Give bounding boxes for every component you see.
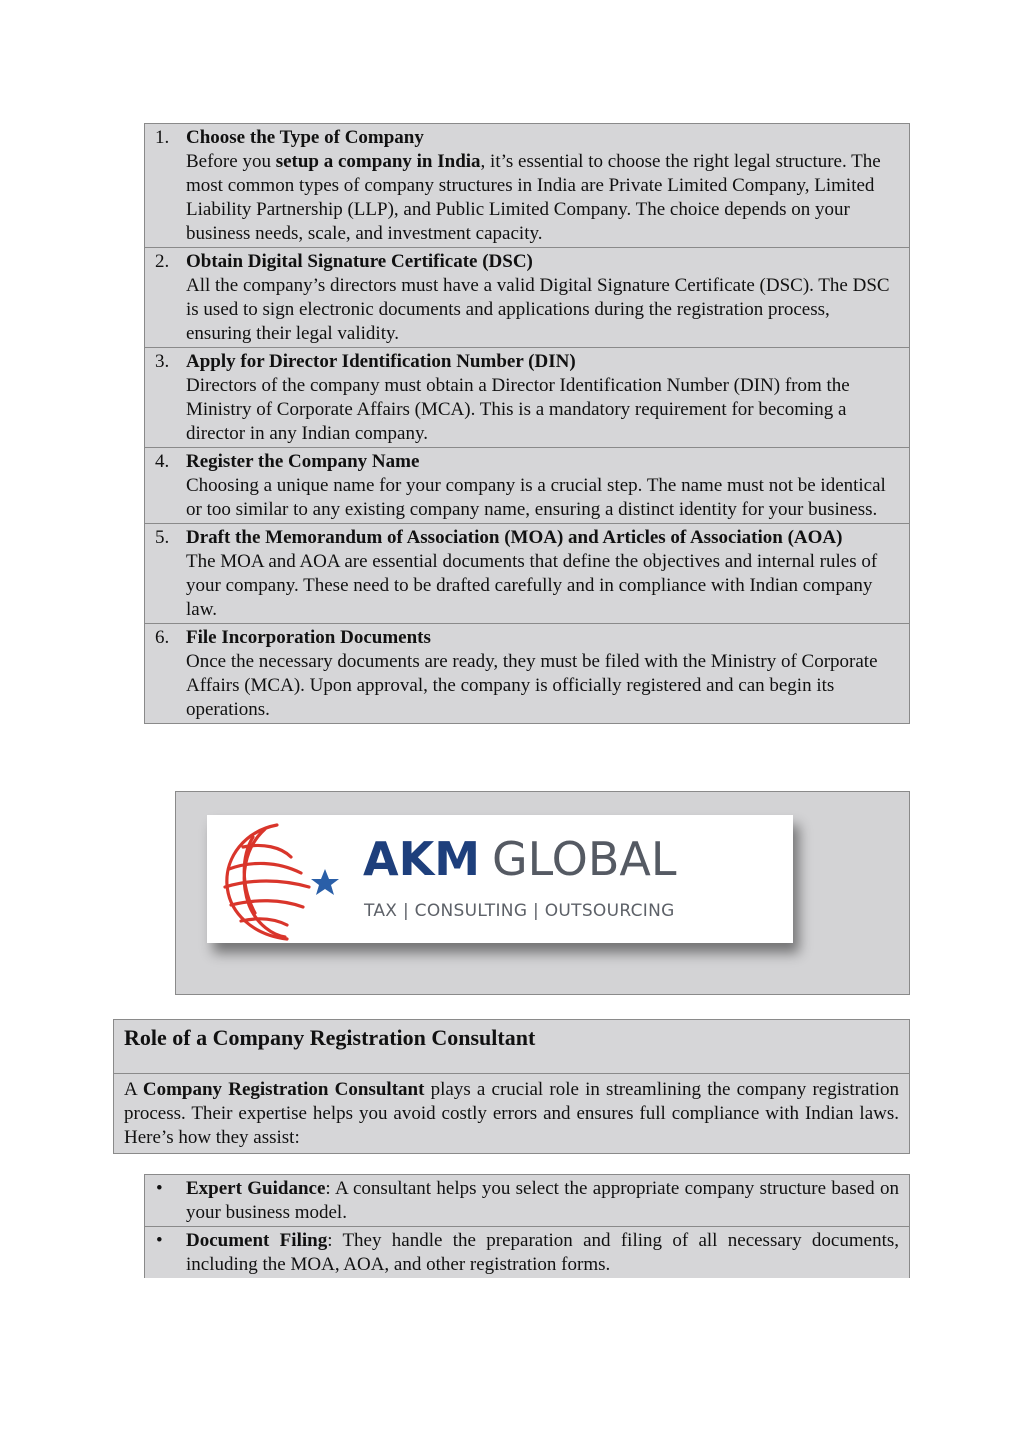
- star-icon: [311, 869, 339, 895]
- step-title: Apply for Director Identification Number (DIN): [186, 351, 576, 372]
- bullet-item: [145, 1226, 909, 1278]
- step-item: [145, 447, 909, 523]
- step-title: Register the Company Name: [186, 451, 420, 472]
- role-section: [113, 1019, 910, 1154]
- step-number: 6.: [155, 627, 170, 648]
- step-item: [145, 124, 909, 247]
- akm-global-logo: [207, 815, 793, 943]
- step-body: Once the necessary documents are ready, they must be filed with the Ministry of Corporate Affairs (MCA). Upon approval, the company is officially registered and can begin its operations.: [186, 651, 878, 720]
- bullet-term: Expert Guidance: [186, 1178, 326, 1199]
- step-item: [145, 247, 909, 347]
- bullet-term: Document Filing: [186, 1230, 328, 1251]
- step-number: 2.: [155, 251, 170, 272]
- bullet-text: : A consultant helps you select the appropriate company structure based on your business model.: [186, 1178, 899, 1223]
- bullet-text: : They handle the preparation and filing of all necessary documents, including the MOA, AOA, and other registration forms.: [186, 1230, 899, 1275]
- step-body: The MOA and AOA are essential documents that define the objectives and internal rules of your company. These need to be drafted carefully and in compliance with Indian company law.: [186, 551, 878, 620]
- step-item: [145, 523, 909, 623]
- step-number: 3.: [155, 351, 170, 372]
- step-title: Draft the Memorandum of Association (MOA) and Articles of Association (AOA): [186, 527, 843, 548]
- logo-brand-text: [363, 831, 677, 887]
- logo-brand-primary: AKM: [363, 832, 481, 886]
- section-heading: Role of a Company Registration Consultant: [114, 1020, 909, 1074]
- step-body: [186, 150, 899, 246]
- step-title: Choose the Type of Company: [186, 127, 424, 148]
- logo-brand-secondary: GLOBAL: [492, 832, 677, 886]
- globe-star-icon: [215, 817, 343, 943]
- step-body-text: Before you: [186, 151, 276, 172]
- step-title: File Incorporation Documents: [186, 627, 431, 648]
- step-body-text: , it’s essential to choose the right legal structure. The most common types of company structures in India are Private Limited Company, Limited Liability Partnership (LLP), and Public Limited Company. The choice depends on your business needs, scale, and investment capacity.: [186, 151, 881, 244]
- step-title: Obtain Digital Signature Certificate (DSC): [186, 251, 533, 272]
- step-body: All the company’s directors must have a valid Digital Signature Certificate (DSC). The DSC is used to sign electronic documents and applications during the registration process, ensuring their legal validity.: [186, 275, 890, 344]
- intro-bold-text: Company Registration Consultant: [142, 1079, 425, 1100]
- bullet-icon: •: [156, 1230, 163, 1251]
- logo-frame: [175, 791, 910, 995]
- step-body: Choosing a unique name for your company is a crucial step. The name must not be identical or too similar to any existing company name, ensuring a distinct identity for your business.: [186, 475, 886, 520]
- step-item: [145, 347, 909, 447]
- bullet-list: [144, 1174, 910, 1278]
- step-number: 4.: [155, 451, 170, 472]
- setup-company-link-text: setup a company in India: [275, 151, 481, 172]
- bullet-icon: •: [156, 1178, 163, 1199]
- step-item: [145, 623, 909, 723]
- bullet-item: [145, 1175, 909, 1226]
- step-number: 5.: [155, 527, 170, 548]
- section-intro: [114, 1074, 909, 1153]
- step-number: 1.: [155, 127, 170, 148]
- steps-list: [144, 123, 910, 724]
- logo-tagline: TAX | CONSULTING | OUTSOURCING: [364, 901, 675, 921]
- intro-text: plays a crucial role in streamlining the company registration process. Their expertise helps you avoid costly errors and ensures full compliance with Indian laws. Here’s how they assist:: [124, 1079, 899, 1148]
- step-body: Directors of the company must obtain a Director Identification Number (DIN) from the Ministry of Corporate Affairs (MCA). This is a mandatory requirement for becoming a director in any Indian company.: [186, 375, 850, 444]
- intro-text: A: [124, 1079, 143, 1100]
